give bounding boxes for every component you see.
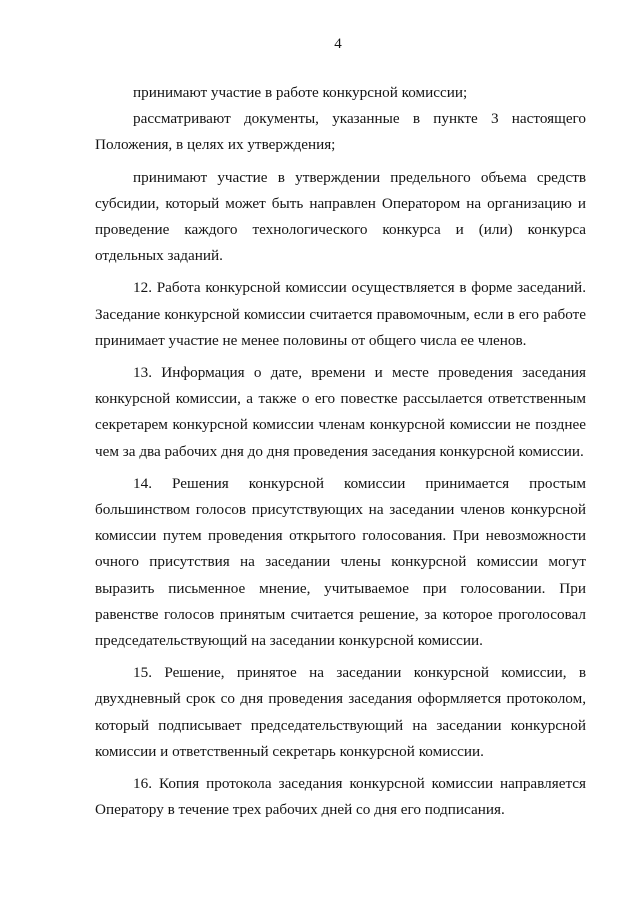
- paragraph-review-documents: рассматривают документы, указанные в пункте 3 настоящего Положения, в целях их утверждения;: [95, 110, 586, 154]
- paragraph-item-16: 16. Копия протокола заседания конкурсной комиссии направляется Оператору в течение трех рабочих дней со дня его подписания.: [95, 775, 586, 819]
- paragraph-item-13: 13. Информация о дате, времени и месте проведения заседания конкурсной комиссии, а также о его повестке рассылается ответственным секретарем конкурсной комиссии членам конкурсной комиссии не позднее чем за два рабочих дня до дня проведения заседания конкурсной комиссии.: [95, 364, 586, 460]
- paragraph-commission-participation: принимают участие в работе конкурсной комиссии;: [133, 84, 468, 101]
- paragraph-item-12: 12. Работа конкурсной комиссии осуществляется в форме заседаний. Заседание конкурсной комиссии считается правомочным, если в его работе принимает участие не менее половины от общего числа ее членов.: [95, 279, 586, 349]
- paragraph-item-14: 14. Решения конкурсной комиссии принимается простым большинством голосов присутствующих на заседании членов конкурсной комиссии путем проведения открытого голосования. При невозможности очного присутствия на заседании члены конкурсной комиссии могут выразить письменное мнение, учитываемое при голосовании. При равенстве голосов принятым считается решение, за которое проголосовал председательствующий на заседании конкурсной комиссии.: [95, 474, 586, 650]
- paragraph-subsidy-approval: принимают участие в утверждении предельного объема средств субсидии, который может быть направлен Оператором на организацию и проведение каждого технологического конкурса и (или) конкурса отдельных заданий.: [95, 168, 586, 265]
- paragraph-item-15: 15. Решение, принятое на заседании конкурсной комиссии, в двухдневный срок со дня проведения заседания оформляется протоколом, который подписывает председательствующий на заседании конкурсной комиссии и ответственный секретарь конкурсной комиссии.: [95, 664, 586, 760]
- document-body: [95, 80, 586, 829]
- page-number: 4: [334, 36, 342, 52]
